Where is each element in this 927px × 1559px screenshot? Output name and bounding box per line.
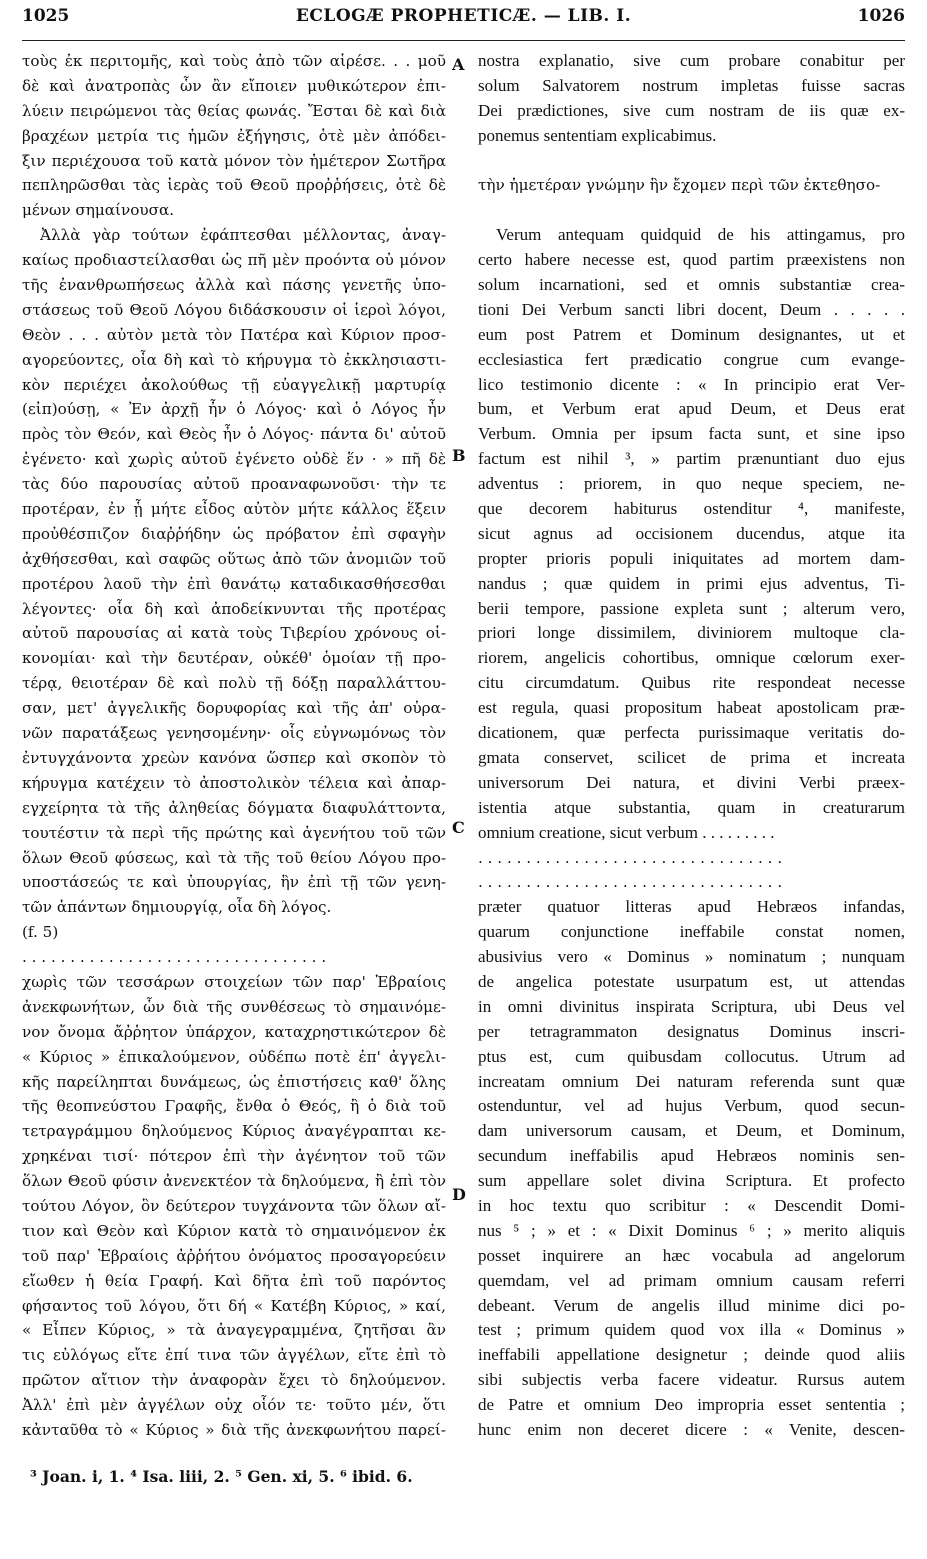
text-line: δὲ καὶ ἀνατροπὰς ὧν ἂν εἴποιεν μυθικώτερον ἐπι- (22, 76, 446, 95)
text-line: προὐθέσπιζον διαῤῥήδην ὡς πρόβατον ἐπὶ σφαγὴν (22, 524, 446, 543)
text-line: abusivius vero « Dominus » nominatum ; nunquam (478, 947, 905, 967)
text-line: citu circumdatum. Quibus rite respondeat necesse (478, 673, 905, 693)
text-line: priori longe dissimilem, diviniorem multoque cla- (478, 623, 905, 643)
text-line: de Patre et omnium Deo impropria esset sententia ; (478, 1395, 905, 1415)
latin-text-column (478, 49, 905, 1443)
text-line: πεπληρῶσθαι τὰς ἱερὰς τοῦ Θεοῦ προῤῥήσεις, ὁτὲ δὲ (22, 176, 446, 195)
text-line: νον ὄνομα ἄῤῥητον ὑπάρχον, καταχρηστικώτερον δὲ (22, 1022, 446, 1041)
text-line: ξιν περιέχουσα τοῦ κατὰ μόνον τὸν ἡμέτερον Σωτῆρα (22, 151, 446, 170)
text-line: sicut agnus ad occisionem ducendus, atque ita (478, 523, 905, 543)
text-line: lico testimonio dicente : « In principio erat Ver- (478, 374, 905, 394)
text-line: τέρᾳ, θειοτέραν δὲ καὶ πολὺ τῇ δόξῃ παραλλάττου- (22, 674, 446, 693)
text-line: τούτου Λόγον, ὃν δεύτερον τυγχάνοντα τῶν ὅλων αἴ- (22, 1196, 446, 1215)
text-line: κὸν περιέχει ἀκολούθως τῇ εὐαγγελικῇ μαρτυρίᾳ (22, 375, 446, 394)
page-number-right: 1026 (857, 6, 905, 26)
text-line: πρῶτον αἴτιον τὴν ἀναφορὰν ἔχει τὸ δηλούμενον. (22, 1371, 446, 1390)
text-line: Ἀλλ' ἐπὶ μὲν ἀγγέλων οὐχ οἷόν τε· τοῦτο μέν, ὅτι (22, 1396, 446, 1415)
text-line: nostra explanatio, sive cum probare conabitur per (478, 51, 905, 70)
text-line: præter quatuor litteras apud Hebræos infandas, (478, 897, 905, 917)
text-line (478, 149, 905, 174)
text-line: ἀνεκφωνήτων, ὧν διὰ τῆς συνθέσεως τὸ σημαινόμε- (22, 997, 446, 1016)
text-line: eum post Patrem et Dominum designantes, ut et (478, 324, 905, 344)
text-line: λύειν πειρώμενοι τὰς θείας φωνάς. Ἔσται δὲ καὶ διὰ (22, 101, 446, 120)
text-line: Θεὸν . . . αὐτὸν μετὰ τὸν Πατέρα καὶ Κύριον προσ- (22, 325, 446, 344)
text-line: dicationem, quæ perfecta purissimaque veritatis do- (478, 723, 905, 743)
text-line: τιον καὶ Θεὸν καὶ Κύριον κατὰ τὸ σημαινόμενον ἐκ (22, 1221, 446, 1240)
text-line: ἐντυγχάνοντα χρεὼν κανόνα ὥσπερ καὶ σκοπὸν τὸ (22, 748, 446, 767)
text-line: τουτέστιν τὰ περὶ τῆς πρώτης καὶ ἀγενήτου τοῦ τῶν (22, 823, 446, 842)
text-line: (εἰπ)ούσῃ, « Ἐν ἀρχῇ ἦν ὁ Λόγος· καὶ ὁ Λόγος ἦν (22, 400, 446, 419)
text-line: Ἀλλὰ γὰρ τούτων ἐφάπτεσθαι μέλλοντας, ἀναγ- (40, 226, 446, 245)
text-line: σαν, μετ' ἀγγελικῆς δορυφορίας καὶ τῆς ἀπ' οὐρα- (22, 699, 446, 718)
text-line: debeant. Verum de angelis illud minime dici po- (478, 1295, 905, 1315)
text-line: test ; primum quidem quod vox illa « Dominus » (478, 1320, 905, 1340)
text-line: τῶν ἁπάντων δημιουργίᾳ, οἷα δὴ λόγος. (22, 898, 332, 917)
text-line: nus ⁵ ; » et : « Dixit Dominus ⁶ ; » merito aliquis (478, 1220, 905, 1240)
text-line: κονομίαι· καὶ τὴν δευτέραν, οὐκέθ' ὁμοίαν τῇ προ- (22, 649, 446, 668)
text-line: προτέραν, ἐν ᾗ μήτε εἶδος αὐτὸν μήτε κάλλος ἕξειν (22, 500, 446, 519)
text-line: . . . . . . . . . . . . . . . . . . . . . . . . . . . . . . . . (22, 948, 327, 967)
margin-letter-a: A (452, 55, 465, 74)
text-line: τοῦ παρ' Ἑβραίοις ἀῤῥήτου ὀνόματος προσαγορεύειν (22, 1246, 446, 1265)
text-line: que decorem habiturus ostenditur ⁴, manifeste, (478, 499, 905, 519)
text-line: εγχείρητα τὰ τῆς ἀληθείας δόγματα διαφυλάττοντα, (22, 798, 446, 817)
page-number-left: 1025 (22, 6, 70, 26)
text-line: χρηκέναι τισί· πότερον ἐπὶ τὴν ἀγένητον τοῦ τῶν (22, 1147, 446, 1166)
text-line: ἀχθήσεσθαι, καὶ σαφῶς οὕτως ἀπὸ τῶν ἀνομιῶν τοῦ (22, 549, 446, 568)
text-line: ὅλων Θεοῦ φύσεως, καὶ τὰ τῆς τοῦ θείου Λόγου προ- (22, 848, 446, 867)
text-line: quemdam, vel ad primam omnium causam referri (478, 1270, 905, 1290)
text-line: αὐτοῦ παρουσίας αἱ κατὰ τοὺς Τιβερίου χρόνους οἰ- (22, 624, 446, 643)
text-line: (f. 5) (22, 923, 59, 942)
text-line: τῆς θεοπνεύστου Γραφῆς, ἔνθα ὁ Θεός, ἢ ὁ διὰ τοῦ (22, 1097, 446, 1116)
text-line: tioni Dei Verbum sancti libri docent, Deum . . . . . (478, 299, 905, 319)
running-header (22, 6, 905, 34)
text-line: universorum Dei natura, et divini Verbi præex- (478, 772, 905, 792)
text-line: Dei prædictiones, sive cum nostram de iis quæ ex- (478, 100, 905, 120)
text-line: factum est nihil ³, » partim prænuntiant duo ejus (478, 449, 905, 469)
text-line: αγορεύοντες, οἷα δὴ καὶ τὸ κήρυγμα τὸ ἐκκλησιαστι- (22, 350, 446, 369)
text-line: solum Salvatorem nostrum impletas fuisse sacras (478, 75, 905, 95)
text-line: in hoc textu quo scribitur : « Descendit Domi- (478, 1195, 905, 1215)
footnotes: ³ Joan. i, 1. ⁴ Isa. liii, 2. ⁵ Gen. xi, 5. ⁶ ibid. 6. (30, 1467, 413, 1486)
text-line: bum, et Verbum erat apud Deum, et Deus erat (478, 399, 905, 419)
text-line: in omni divinitus inspirata Scriptura, ubi Deus vel (478, 996, 905, 1016)
text-line: τὴν ἡμετέραν γνώμην ἣν ἔχομεν περὶ τῶν ἐκτεθησο- (478, 176, 881, 195)
text-line: quarum conjunctione ineffabile constat nomen, (478, 922, 905, 942)
text-line: sum appellare solet divina Scriptura. Et profecto (478, 1171, 905, 1191)
text-line: εἴωθεν ἡ θεία Γραφή. Καὶ δῆτα ἐπὶ τοῦ παρόντος (22, 1271, 446, 1290)
header-rule (22, 40, 905, 41)
greek-text-column (22, 49, 446, 1443)
text-line: ecclesiastica fert prædicatio congrue cum evange- (478, 349, 905, 369)
text-line: Verum antequam quidquid de his attingamus, pro (496, 225, 905, 245)
text-line: increatam omnium Dei naturam referenda sunt quæ (478, 1071, 905, 1091)
text-line: κῆς παρείληπται δυνάμεως, ὡς ἐπιστήσεις καθ' ὅλης (22, 1072, 446, 1091)
text-line: ponemus sententiam explicabimus. (478, 125, 717, 145)
text-line: . . . . . . . . . . . . . . . . . . . . . . . . . . . . . . . . (478, 873, 783, 892)
text-line: . . . . . . . . . . . . . . . . . . . . . . . . . . . . . . . . (478, 848, 783, 867)
text-line: solum incarnationi, sed et omnis substantiæ crea- (478, 275, 905, 295)
text-line: est regula, quasi propositum habeat apostolicam præ- (478, 698, 905, 718)
text-line: πρὸς τὸν Θεόν, καὶ Θεὸς ἦν ὁ Λόγος· πάντα δι' αὐτοῦ (22, 425, 446, 444)
margin-letter-b: B (452, 446, 466, 465)
text-line: Verbum. Omnia per ipsum facta sunt, et sine ipso (478, 424, 905, 444)
text-line: secundum ineffabilis apud Hebræos nominis sen- (478, 1146, 905, 1166)
text-line: de angelica potestate usurpatum est, ut attendas (478, 971, 905, 991)
text-line: τετραγράμμου δηλούμενος Κύριος ἀναγέγραπται κε- (22, 1122, 446, 1141)
text-line: propter prioris populi iniquitates ad mortem dam- (478, 548, 905, 568)
text-line (478, 198, 905, 223)
text-line: προτέρου λαοῦ τὴν ἐπὶ θανάτῳ καταδικασθήσεσθαι (22, 574, 446, 593)
text-line: gmata conservet, scilicet de prima et increata (478, 747, 905, 767)
text-line: ineffabili appellatione designetur ; deinde quod aliis (478, 1345, 905, 1365)
text-line: ostenduntur, vel ad hujus Verbum, quod secun- (478, 1096, 905, 1116)
text-line: adventus : priorem, in quo neque speciem, ne- (478, 474, 905, 494)
text-line: « Εἶπεν Κύριος, » τὰ ἀναγεγραμμένα, ζητῆσαι ἂν (22, 1321, 446, 1340)
text-line: riorem, angelicis cohortibus, omnique cœlorum exer- (478, 648, 905, 668)
margin-letter-d: D (452, 1185, 466, 1204)
text-line: μένων σημαίνουσα. (22, 201, 175, 220)
text-line: « Κύριος » ἐπικαλούμενον, οὐδέπω ποτὲ ἐπ' ἀγγελι- (22, 1047, 446, 1066)
text-line: istentia atque substantia, quam in creaturarum (478, 797, 905, 817)
text-line: κἀνταῦθα τὸ « Κύριος » διὰ τῆς ἀνεκφωνήτου παρεί- (22, 1420, 446, 1439)
text-line: τῆς ἐνανθρωπήσεως ἀλλὰ καὶ πάσης γενετῆς ὑπο- (22, 276, 446, 295)
text-line: καίως προδιαστείλασθαι ὡς πῆ μὲν προόντα οὐ μόνον (22, 251, 446, 270)
text-line: λέγοντες· οἷα δὴ καὶ ἀποδείκνυνται τῆς προτέρας (22, 599, 446, 618)
text-line: nandus ; quæ quidem in primi ejus adventus, Ti- (478, 573, 905, 593)
text-line: τοὺς ἐκ περιτομῆς, καὶ τοὺς ἀπὸ τῶν αἱρέσε. . . μοῦ (22, 52, 446, 70)
text-line: ptus est, cum quibusdam collocutus. Utrum ad (478, 1046, 905, 1066)
text-line: χωρὶς τῶν τεσσάρων στοιχείων τῶν παρ' Ἑβραίοις (22, 972, 446, 991)
text-line: βραχέων μετρία τις ἡμῶν ἐξήγησις, ὁτὲ μὲν ἀπόδει- (22, 126, 446, 145)
running-title: ECLOGÆ PROPHETICÆ. — LIB. I. (295, 6, 632, 26)
text-line: υποστάσεώς τε καὶ ὑπουργίας, ἣν ἐπὶ τῇ τῶν γενη- (22, 873, 446, 892)
text-line: berii tempore, passione expleta sunt ; alterum vero, (478, 598, 905, 618)
text-line: dam universorum causam, et Deum, et Dominum, (478, 1121, 905, 1141)
text-line: per tetragrammaton designatus Dominus inscri- (478, 1021, 905, 1041)
text-line: φήσαντος τοῦ λόγου, ὅτι δή « Κατέβη Κύριος, » καί, (22, 1296, 446, 1315)
text-line: τις εὐλόγως εἴτε ἐπί τινα τῶν ἀγγέλων, εἴτε ἐπὶ τὸ (22, 1346, 446, 1365)
text-line: ὅλων Θεοῦ φύσιν ἀνενεκτέον τὰ δηλούμενα, ἢ ἐπὶ τὸν (22, 1172, 446, 1191)
text-line: hunc enim non deceret dicere : « Venite, descen- (478, 1419, 905, 1439)
text-line: omnium creatione, sicut verbum . . . . . . . . . (478, 822, 775, 842)
text-line: certo habere necesse est, quod partim præexistens non (478, 250, 905, 270)
text-line: κήρυγμα κατέχειν τὸ ἀποστολικὸν τέλεια καὶ ἀπαρ- (22, 773, 446, 792)
text-line: τὰς δύο παρουσίας αὐτοῦ προαναφωνοῦσι· τὴν τε (22, 475, 446, 494)
text-line: posset inquirere an hæc vocabula ad angelorum (478, 1245, 905, 1265)
text-line: στάσεως τοῦ Θεοῦ Λόγου διδάσκουσιν οἱ ἱεροὶ λόγοι, (22, 300, 446, 319)
text-line: νῶν παρατάξεως γενησομένην· οἷς εὐγνωμόνως τὸν (22, 724, 446, 743)
text-line: ἐγένετο· καὶ χωρὶς αὐτοῦ ἐγένετο οὐδὲ ἕν · » πῆ δὲ (22, 450, 446, 469)
text-line: sibi subjectis verba facere videatur. Rursus autem (478, 1370, 905, 1390)
margin-letter-c: C (452, 818, 465, 837)
